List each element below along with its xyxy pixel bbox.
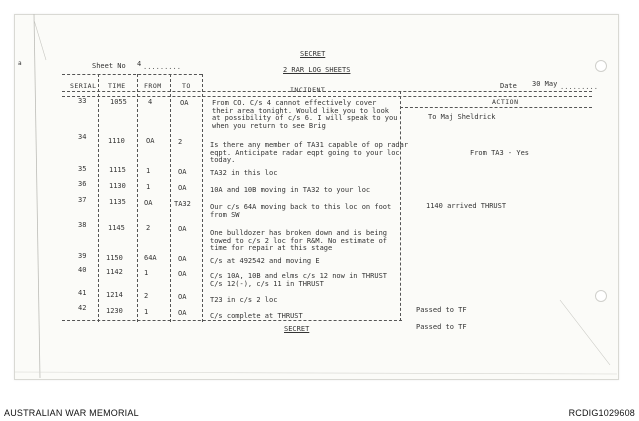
action-header-rule xyxy=(400,107,592,108)
col-header-from: FROM xyxy=(144,82,162,90)
secret-heading-bottom: SECRET xyxy=(284,325,310,333)
row-36-time: 1130 xyxy=(109,182,126,190)
row-42-serial: 42 xyxy=(78,304,87,312)
row-41-from: 2 xyxy=(144,292,149,300)
row-36-from: 1 xyxy=(146,183,151,191)
row-39-incident: C/s at 492542 and moving E xyxy=(210,257,320,265)
row-35-serial: 35 xyxy=(78,165,87,173)
row-34-incident: Is there any member of TA31 capable of op radar eqpt. Anticipate radar eqpt going to your loc today. xyxy=(210,141,409,164)
row-33-to: OA xyxy=(180,99,189,107)
col-divider-3 xyxy=(170,74,171,322)
row-39-time: 1150 xyxy=(106,254,123,262)
row-36-serial: 36 xyxy=(78,180,87,188)
col-header-to: TO xyxy=(182,82,191,90)
col-header-incident: INCIDENT xyxy=(290,86,326,94)
row-39-from: 64A xyxy=(144,254,157,262)
row-35-to: OA xyxy=(178,168,187,176)
row-35-from: 1 xyxy=(146,167,151,175)
table-top-rule xyxy=(62,74,202,75)
row-extra-action: Passed to TF xyxy=(416,323,467,331)
punch-hole-top xyxy=(595,60,607,72)
row-38-time: 1145 xyxy=(108,224,125,232)
row-37-incident: Our c/s 64A moving back to this loc on foot from SW xyxy=(210,203,392,219)
row-33-incident: From CO. C/s 4 cannot effectively cover their area tonight. Would like you to look at possibility of c/s 6. I will speak to you when you return to see Brig xyxy=(212,99,398,130)
row-40-from: 1 xyxy=(144,269,149,277)
row-39-to: OA xyxy=(178,255,187,263)
row-41-serial: 41 xyxy=(78,289,87,297)
table-header-rule-top xyxy=(62,91,592,92)
row-42-from: 1 xyxy=(144,308,149,316)
row-35-time: 1115 xyxy=(109,166,126,174)
row-42-incident: C/s complete at THRUST xyxy=(210,312,303,320)
log-title: 2 RAR LOG SHEETS xyxy=(283,66,351,74)
sheet-number: 4 xyxy=(137,60,142,68)
row-40-to: OA xyxy=(178,270,187,278)
col-header-serial: SERIAL xyxy=(70,82,97,90)
row-33-action: To Maj Sheldrick xyxy=(428,113,496,121)
footer-institution: AUSTRALIAN WAR MEMORIAL xyxy=(4,408,139,418)
row-42-time: 1230 xyxy=(106,307,123,315)
table-header-rule-bottom xyxy=(62,96,592,97)
date-dots: ......... xyxy=(560,83,598,91)
side-mark: a xyxy=(18,60,22,67)
sheet-dots: ......... xyxy=(143,63,181,71)
col-header-time: TIME xyxy=(108,82,126,90)
row-35-incident: TA32 in this loc xyxy=(210,169,278,177)
row-40-time: 1142 xyxy=(106,268,123,276)
col-divider-4 xyxy=(202,74,203,322)
punch-hole-bottom xyxy=(595,290,607,302)
row-33-time: 1055 xyxy=(110,98,127,106)
date-value: 30 May xyxy=(532,80,558,88)
row-34-time: 1110 xyxy=(108,137,125,145)
sheet-label: Sheet No xyxy=(92,62,126,70)
secret-heading-top: SECRET xyxy=(300,50,326,58)
row-37-action: 1140 arrived THRUST xyxy=(426,202,507,210)
row-38-from: 2 xyxy=(146,224,151,232)
row-42-action: Passed to TF xyxy=(416,306,467,314)
row-38-to: OA xyxy=(178,225,187,233)
row-34-to: 2 xyxy=(178,138,183,146)
row-41-time: 1214 xyxy=(106,291,123,299)
row-36-incident: 10A and 10B moving in TA32 to your loc xyxy=(210,186,371,194)
row-42-to: OA xyxy=(178,309,187,317)
row-38-incident: One bulldozer has broken down and is being towed to c/s 2 loc for R&M. No estimate of time for repair at this stage xyxy=(210,229,388,252)
row-37-from: OA xyxy=(144,199,153,207)
row-33-serial: 33 xyxy=(78,97,87,105)
row-41-incident: T23 in c/s 2 loc xyxy=(210,296,278,304)
row-40-serial: 40 xyxy=(78,266,87,274)
row-38-serial: 38 xyxy=(78,221,87,229)
row-37-serial: 37 xyxy=(78,196,87,204)
date-label: Date xyxy=(500,82,517,90)
row-37-time: 1135 xyxy=(109,198,126,206)
row-40-incident: C/s 10A, 10B and elms c/s 12 now in THRUST C/s 12(-), c/s 11 in THRUST xyxy=(210,272,388,288)
col-divider-5 xyxy=(400,91,401,321)
row-34-action: From TA3 - Yes xyxy=(470,149,530,157)
col-header-action: ACTION xyxy=(492,98,519,106)
row-37-to: TA32 xyxy=(174,200,191,208)
row-41-to: OA xyxy=(178,293,187,301)
row-39-serial: 39 xyxy=(78,252,87,260)
row-34-from: OA xyxy=(146,137,155,145)
row-36-to: OA xyxy=(178,184,187,192)
footer-record-id: RCDIG1029608 xyxy=(568,408,635,418)
col-divider-2 xyxy=(137,74,138,322)
col-divider-1 xyxy=(98,74,99,322)
row-33-from: 4 xyxy=(148,98,153,106)
row-34-serial: 34 xyxy=(78,133,87,141)
